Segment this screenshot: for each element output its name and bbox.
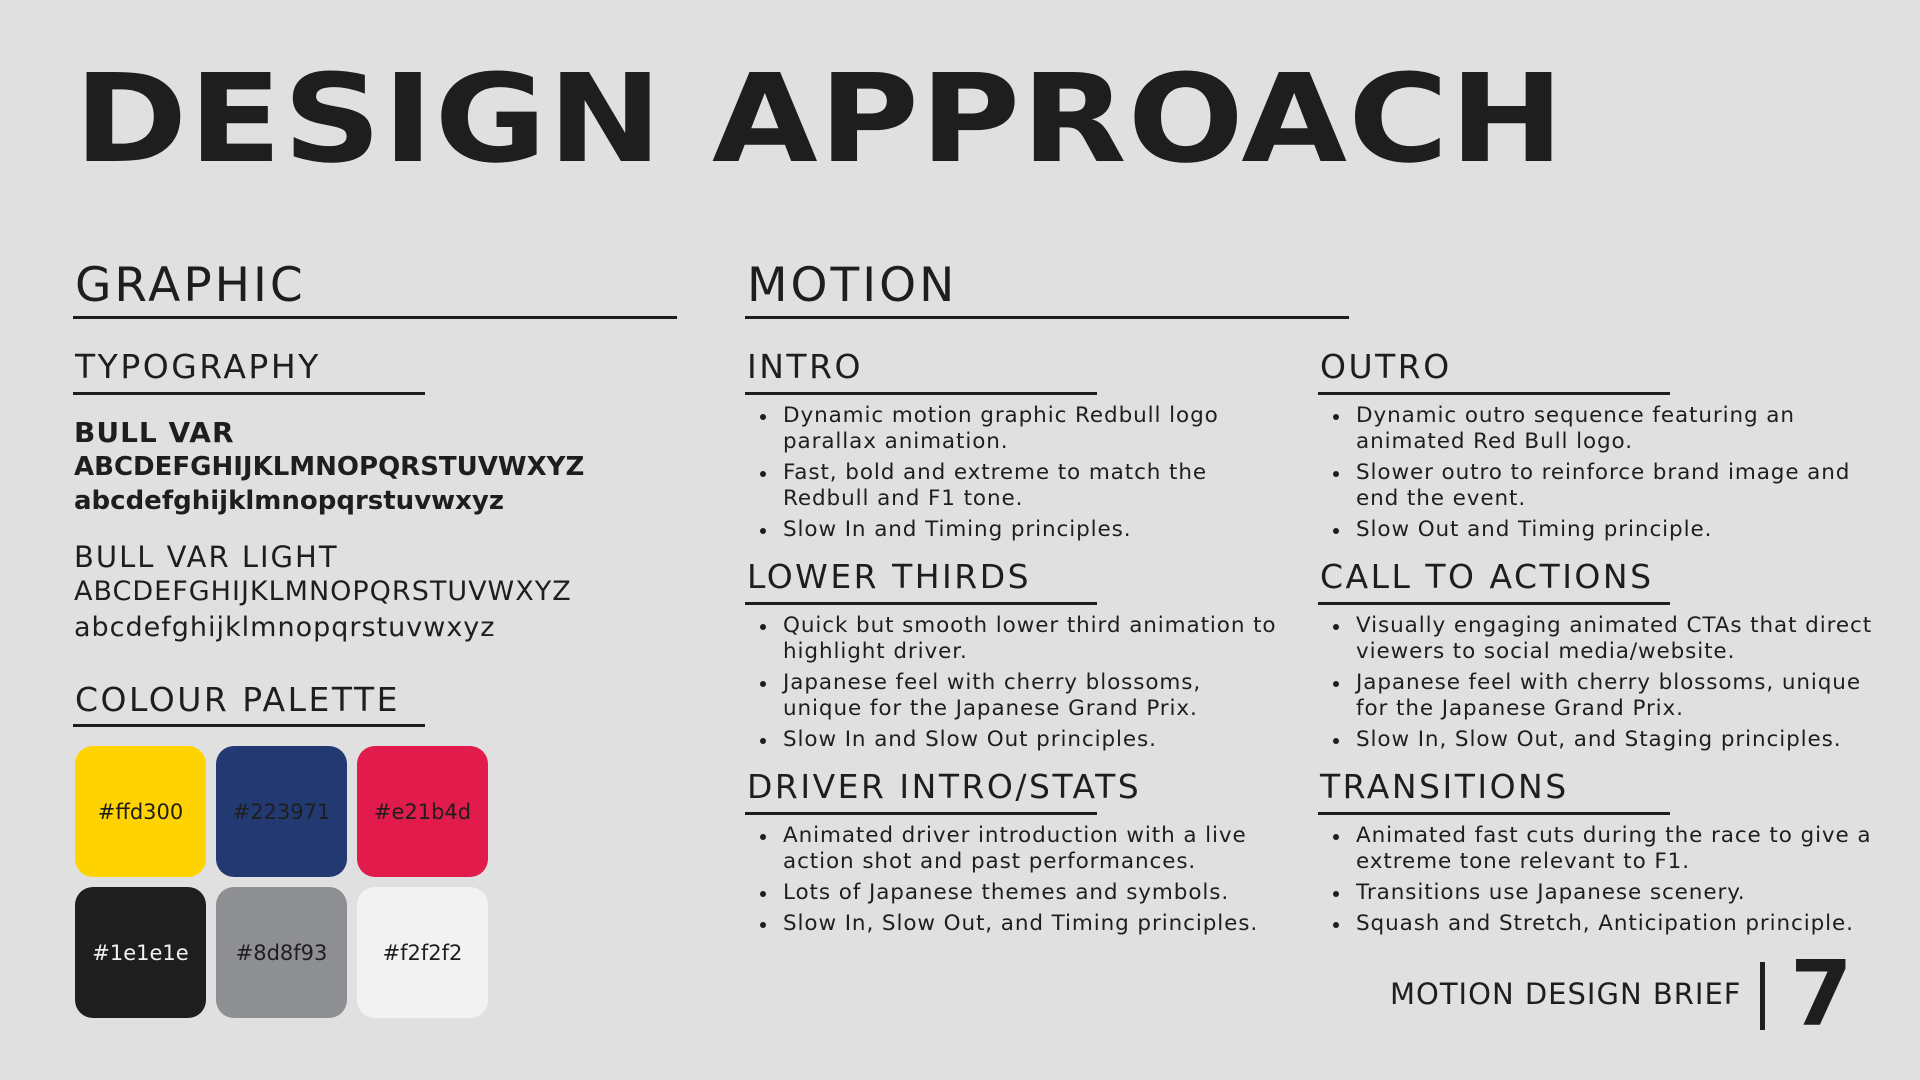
font-bold-lowercase: abcdefghijklmnopqrstuvwxyz [74, 486, 505, 516]
swatch-label: #1e1e1e [92, 940, 189, 965]
list-item: Squash and Stretch, Anticipation principle. [1320, 911, 1880, 937]
list-item: Slow In, Slow Out, and Timing principles. [747, 911, 1287, 937]
list-item: Dynamic motion graphic Redbull logo parallax animation. [747, 403, 1287, 455]
list-item: Transitions use Japanese scenery. [1320, 880, 1880, 906]
list-item: Animated driver introduction with a live action shot and past performances. [747, 823, 1287, 875]
call-to-actions-rule [1318, 602, 1670, 605]
swatch-red [357, 746, 488, 877]
font-bold-name: BULL VAR [74, 416, 235, 449]
motion-heading: MOTION [747, 258, 958, 313]
list-item: Dynamic outro sequence featuring an animated Red Bull logo. [1320, 403, 1860, 455]
outro-rule [1318, 392, 1670, 395]
page-title: DESIGN APPROACH [74, 48, 1566, 190]
list-item: Japanese feel with cherry blossoms, unique for the Japanese Grand Prix. [1320, 670, 1880, 722]
call-to-actions-list [1320, 613, 1880, 758]
driver-intro-rule [745, 812, 1097, 815]
transitions-heading: TRANSITIONS [1320, 767, 1569, 806]
page-number: 7 [1790, 942, 1853, 1047]
call-to-actions-heading: CALL TO ACTIONS [1320, 557, 1654, 596]
list-item: Animated fast cuts during the race to give a extreme tone relevant to F1. [1320, 823, 1880, 875]
list-item: Quick but smooth lower third animation to highlight driver. [747, 613, 1287, 665]
font-light-lowercase: abcdefghijklmnopqrstuvwxyz [74, 612, 496, 643]
list-item: Lots of Japanese themes and symbols. [747, 880, 1287, 906]
footer-divider [1760, 962, 1765, 1030]
intro-rule [745, 392, 1097, 395]
colour-palette-rule [73, 724, 425, 727]
swatch-label: #8d8f93 [235, 940, 328, 965]
motion-rule [745, 316, 1349, 319]
swatch-yellow [75, 746, 206, 877]
swatch-label: #f2f2f2 [382, 940, 463, 965]
swatch-black [75, 887, 206, 1018]
list-item: Visually engaging animated CTAs that direct viewers to social media/website. [1320, 613, 1880, 665]
transitions-list [1320, 823, 1880, 942]
swatch-white [357, 887, 488, 1018]
swatch-label: #ffd300 [97, 799, 184, 824]
swatch-label: #e21b4d [373, 799, 472, 824]
list-item: Slow In, Slow Out, and Staging principles. [1320, 727, 1880, 753]
graphic-heading: GRAPHIC [75, 258, 306, 313]
intro-heading: INTRO [747, 347, 863, 386]
lower-thirds-heading: LOWER THIRDS [747, 557, 1032, 596]
graphic-rule [73, 316, 677, 319]
list-item: Slow In and Slow Out principles. [747, 727, 1287, 753]
list-item: Slow In and Timing principles. [747, 517, 1287, 543]
font-light-uppercase: ABCDEFGHIJKLMNOPQRSTUVWXYZ [74, 576, 572, 607]
swatch-grey [216, 887, 347, 1018]
driver-intro-heading: DRIVER INTRO/STATS [747, 767, 1142, 806]
driver-intro-list [747, 823, 1287, 942]
typography-rule [73, 392, 425, 395]
outro-list [1320, 403, 1860, 548]
swatch-navy [216, 746, 347, 877]
transitions-rule [1318, 812, 1670, 815]
list-item: Slow Out and Timing principle. [1320, 517, 1860, 543]
colour-palette-heading: COLOUR PALETTE [75, 680, 400, 719]
swatch-label: #223971 [232, 799, 331, 824]
lower-thirds-rule [745, 602, 1097, 605]
outro-heading: OUTRO [1320, 347, 1452, 386]
font-light-name: BULL VAR LIGHT [74, 540, 339, 574]
list-item: Slower outro to reinforce brand image and end the event. [1320, 460, 1860, 512]
list-item: Japanese feel with cherry blossoms, unique for the Japanese Grand Prix. [747, 670, 1287, 722]
list-item: Fast, bold and extreme to match the Redbull and F1 tone. [747, 460, 1287, 512]
typography-heading: TYPOGRAPHY [75, 347, 321, 386]
intro-list [747, 403, 1287, 548]
font-bold-uppercase: ABCDEFGHIJKLMNOPQRSTUVWXYZ [74, 452, 585, 482]
footer-label: MOTION DESIGN BRIEF [1390, 977, 1742, 1011]
lower-thirds-list [747, 613, 1287, 758]
